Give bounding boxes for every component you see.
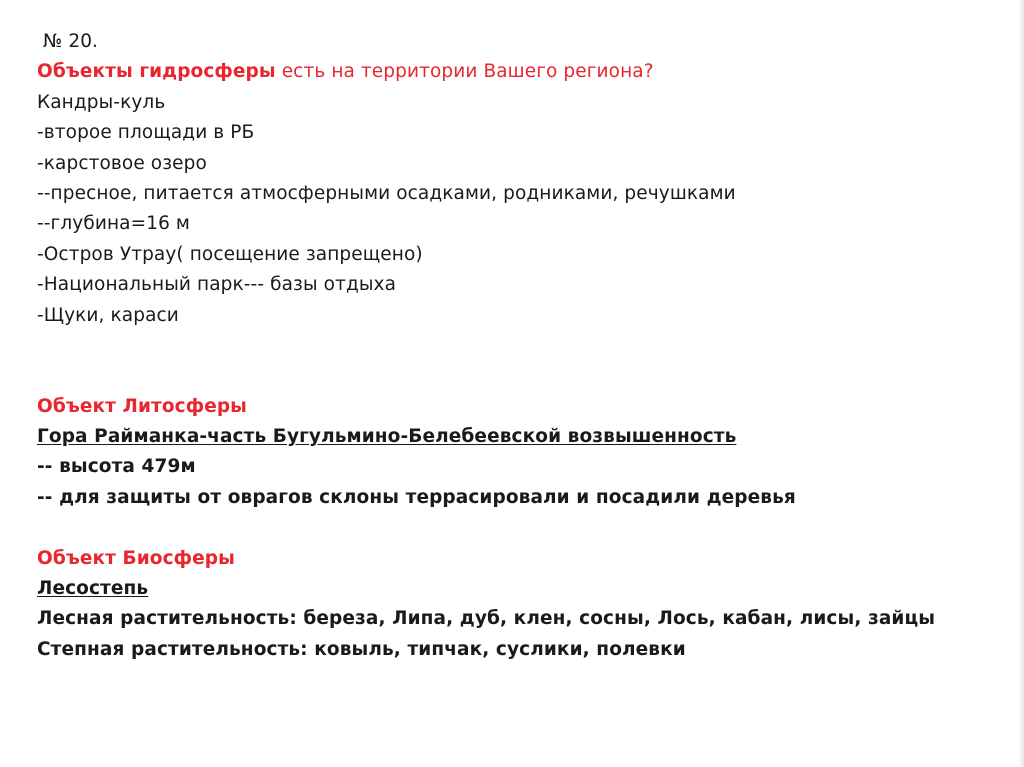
biosphere-name: Лесостепь — [37, 578, 149, 600]
spacer — [37, 513, 997, 543]
spacer — [37, 331, 997, 361]
hydrosphere-question — [37, 57, 997, 87]
biosphere-fact: Лесная растительность: береза, Липа, дуб, клен, сосны, Лось, кабан, лисы, зайцы — [37, 608, 936, 630]
hydrosphere-fact: -карстовое озеро — [37, 152, 207, 174]
hydrosphere-name: Кандры-куль — [37, 91, 166, 113]
lithosphere-fact: -- для защиты от оврагов склоны террасировали и посадили деревья — [37, 486, 796, 508]
hydrosphere-fact: --пресное, питается атмосферными осадками, родниками, речушками — [37, 182, 736, 204]
biosphere-heading: Объект Биосферы — [37, 547, 235, 569]
slide-number: № 20. — [43, 31, 99, 52]
slide-content — [37, 27, 997, 665]
hydrosphere-fact: -Щуки, караси — [37, 304, 179, 326]
slide-edge-shadow — [1018, 0, 1024, 767]
hydrosphere-question-rest: есть на территории Вашего региона? — [275, 61, 654, 83]
lithosphere-heading: Объект Литосферы — [37, 395, 248, 417]
biosphere-fact: Степная растительность: ковыль, типчак, суслики, полевки — [37, 638, 686, 660]
lithosphere-name: Гора Райманка-часть Бугульмино-Белебеевской возвышенность — [37, 426, 737, 448]
hydrosphere-fact: -Национальный парк--- базы отдыха — [37, 274, 397, 296]
hydrosphere-question-bold: Объекты гидросферы — [37, 61, 276, 83]
hydrosphere-fact: -второе площади в РБ — [37, 122, 255, 144]
lithosphere-fact: -- высота 479м — [37, 456, 196, 478]
hydrosphere-fact: -Остров Утрау( посещение запрещено) — [37, 243, 423, 265]
spacer — [37, 361, 997, 391]
hydrosphere-fact: --глубина=16 м — [37, 213, 190, 235]
